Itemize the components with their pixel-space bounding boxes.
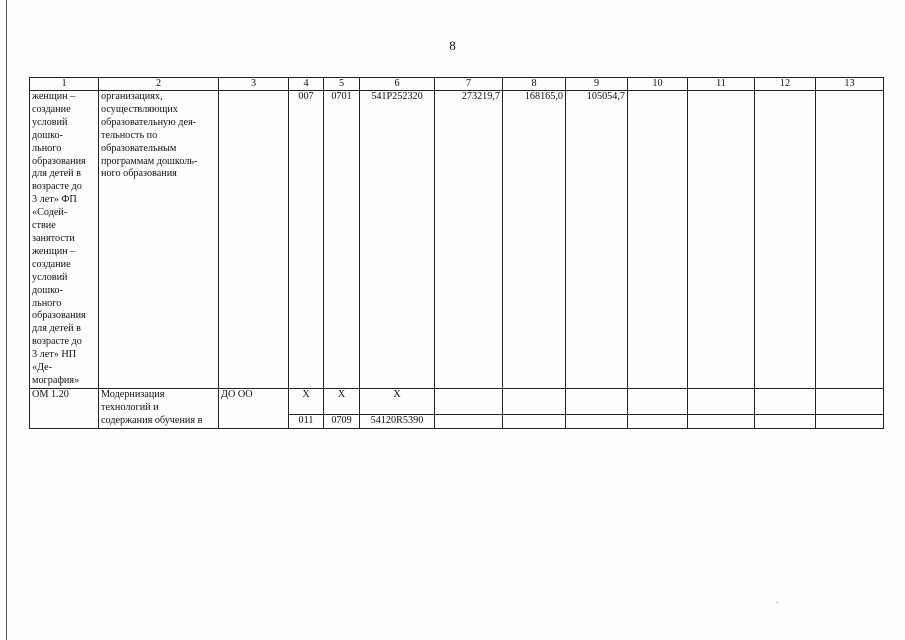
program-name-cell: женщин – создание условий дошко- льного образования для детей в возрасте до 3 лет» ФП «Содей- ствие занятости женщин – создание условий дошко- льного образования для детей в возрасте до 3 лет» НП «Де- мография» [30, 91, 99, 389]
budget-table [29, 77, 884, 429]
empty-cell [566, 414, 628, 428]
executor-cell [219, 91, 289, 389]
empty-cell [755, 414, 816, 428]
empty-cell [688, 414, 755, 428]
target-article-cell: Х [360, 388, 435, 414]
empty-cell [566, 388, 628, 414]
page-left-border [6, 0, 7, 640]
description-cell: Модернизация технологий и содержания обучения в [99, 388, 219, 428]
empty-cell [755, 91, 816, 389]
empty-cell [628, 414, 688, 428]
column-header: 2 [99, 78, 219, 91]
empty-cell [816, 388, 884, 414]
column-header: 6 [360, 78, 435, 91]
column-header: 3 [219, 78, 289, 91]
empty-cell [628, 91, 688, 389]
grbs-code-cell: Х [289, 388, 324, 414]
measure-code-cell: ОМ 1.20 [30, 388, 99, 428]
column-header: 5 [324, 78, 360, 91]
page-number: 8 [449, 38, 456, 53]
table-row [30, 91, 884, 389]
empty-cell [816, 91, 884, 389]
column-header: 1 [30, 78, 99, 91]
section-code-cell: Х [324, 388, 360, 414]
target-article-cell: 54120R5390 [360, 414, 435, 428]
section-code-cell: 0701 [324, 91, 360, 389]
scan-speck [776, 602, 778, 603]
section-code-cell: 0709 [324, 414, 360, 428]
column-number-row [30, 78, 884, 91]
empty-cell [816, 414, 884, 428]
column-header: 7 [435, 78, 503, 91]
table-row [30, 388, 884, 414]
executor-cell: ДО ОО [219, 388, 289, 428]
amount-cell: 105054,7 [566, 91, 628, 389]
column-header: 11 [688, 78, 755, 91]
empty-cell [688, 91, 755, 389]
description-cell: организациях, осуществляющих образовательную дея- тельность по образовательным программам дошколь- ного образования [99, 91, 219, 389]
empty-cell [503, 414, 566, 428]
column-header: 4 [289, 78, 324, 91]
empty-cell [435, 388, 503, 414]
grbs-code-cell: 007 [289, 91, 324, 389]
grbs-code-cell: 011 [289, 414, 324, 428]
column-header: 8 [503, 78, 566, 91]
empty-cell [435, 414, 503, 428]
empty-cell [755, 388, 816, 414]
column-header: 10 [628, 78, 688, 91]
column-header: 13 [816, 78, 884, 91]
column-header: 12 [755, 78, 816, 91]
column-header: 9 [566, 78, 628, 91]
empty-cell [688, 388, 755, 414]
amount-cell: 168165,0 [503, 91, 566, 389]
target-article-cell: 541P252320 [360, 91, 435, 389]
amount-total-cell: 273219,7 [435, 91, 503, 389]
empty-cell [503, 388, 566, 414]
empty-cell [628, 388, 688, 414]
